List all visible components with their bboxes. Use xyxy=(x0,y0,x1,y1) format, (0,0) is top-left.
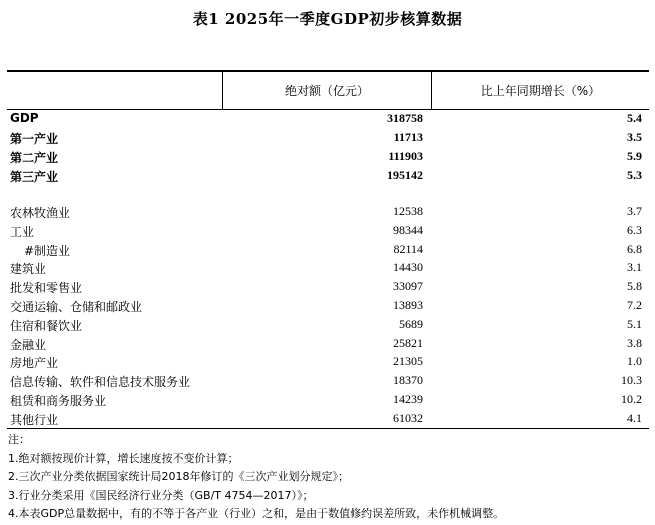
absolute-value-cell: 12538 xyxy=(393,204,423,218)
absolute-value-cell: 13893 xyxy=(393,298,423,312)
row-label: 批发和零售业 xyxy=(10,281,83,296)
note-line: 2.三次产业分类依据国家统计局2018年修订的《三次产业划分规定》； xyxy=(8,470,349,483)
absolute-value-cell: 98344 xyxy=(393,222,423,237)
row-label: 其他行业 xyxy=(10,412,59,427)
row-label: GDP xyxy=(10,111,39,125)
note-line: 3.行业分类采用《国民经济行业分类（GB/T 4754—2017）》； xyxy=(8,488,314,502)
table-row xyxy=(0,391,655,409)
growth-rate-cell: 3.1 xyxy=(627,260,642,275)
growth-rate-cell: 10.3 xyxy=(621,373,642,388)
table-row xyxy=(0,167,655,185)
table-row xyxy=(0,278,655,296)
table-row xyxy=(0,203,655,221)
table-row xyxy=(0,297,655,315)
absolute-value-cell: 14239 xyxy=(393,392,423,406)
absolute-value-cell: 111903 xyxy=(388,149,423,163)
growth-rate-cell: 7.2 xyxy=(627,298,642,312)
table-row xyxy=(0,410,655,428)
growth-rate-cell: 5.1 xyxy=(627,316,642,331)
note-heading: 注： xyxy=(8,433,30,446)
growth-rate-cell: 1.0 xyxy=(627,354,642,369)
table-row xyxy=(0,129,655,147)
row-label: 租赁和商务服务业 xyxy=(10,394,107,408)
growth-rate-cell: 4.1 xyxy=(627,410,642,425)
absolute-value-cell: 195142 xyxy=(387,168,423,182)
growth-rate-cell: 3.5 xyxy=(627,130,642,144)
table-row xyxy=(0,353,655,371)
table-top-rule xyxy=(7,70,649,72)
absolute-value-cell: 14430 xyxy=(393,260,423,275)
absolute-value-cell: 33097 xyxy=(393,279,423,294)
row-label: 住宿和餐饮业 xyxy=(10,318,83,333)
row-label: 交通运输、仓储和邮政业 xyxy=(10,300,143,314)
note-line: 4.本表GDP总量数据中，有的不等于各产业（行业）之和，是由于数值修约误差所致，未作机械调整。 xyxy=(8,507,505,520)
table-notes xyxy=(8,431,653,524)
row-label: #制造业 xyxy=(24,243,71,258)
row-label: 房地产业 xyxy=(10,356,59,371)
row-label: 第三产业 xyxy=(10,170,59,184)
row-label: 金融业 xyxy=(10,337,47,352)
absolute-value-cell: 5689 xyxy=(399,316,423,331)
absolute-value-cell: 21305 xyxy=(393,354,423,369)
row-label: 第二产业 xyxy=(10,151,59,165)
row-label: 第一产业 xyxy=(10,132,59,146)
table-row xyxy=(0,335,655,353)
absolute-value-cell: 11713 xyxy=(393,130,423,144)
row-label: 农林牧渔业 xyxy=(10,206,71,220)
row-label: 信息传输、软件和信息技术服务业 xyxy=(10,375,191,390)
absolute-value-cell: 318758 xyxy=(387,111,423,125)
growth-rate-cell: 5.3 xyxy=(627,168,642,182)
row-label: 工业 xyxy=(10,224,35,239)
table-row xyxy=(0,222,655,240)
header-absolute-value: 绝对额（亿元） xyxy=(284,84,369,98)
table-row xyxy=(0,259,655,277)
header-growth-rate: 比上年同期增长（%） xyxy=(480,84,601,98)
row-label: 建筑业 xyxy=(10,262,47,277)
note-line: 1.绝对额按现价计算，增长速度按不变价计算； xyxy=(8,451,239,465)
table-row xyxy=(0,316,655,334)
table-title: 表1 2025年一季度GDP初步核算数据 xyxy=(192,10,463,28)
table-bottom-rule xyxy=(7,428,649,429)
growth-rate-cell: 5.8 xyxy=(627,279,642,294)
growth-rate-cell: 6.8 xyxy=(627,241,642,256)
table-row xyxy=(0,148,655,166)
growth-rate-cell: 3.7 xyxy=(627,204,642,218)
growth-rate-cell: 5.9 xyxy=(627,149,642,163)
absolute-value-cell: 61032 xyxy=(393,410,423,425)
growth-rate-cell: 10.2 xyxy=(621,392,642,406)
absolute-value-cell: 25821 xyxy=(393,335,423,350)
table-row xyxy=(0,372,655,390)
table-row xyxy=(0,110,655,128)
growth-rate-cell: 3.8 xyxy=(627,335,642,350)
absolute-value-cell: 82114 xyxy=(393,241,423,256)
table-row xyxy=(0,241,655,259)
absolute-value-cell: 18370 xyxy=(393,373,423,388)
growth-rate-cell: 6.3 xyxy=(627,222,642,237)
growth-rate-cell: 5.4 xyxy=(627,111,642,125)
